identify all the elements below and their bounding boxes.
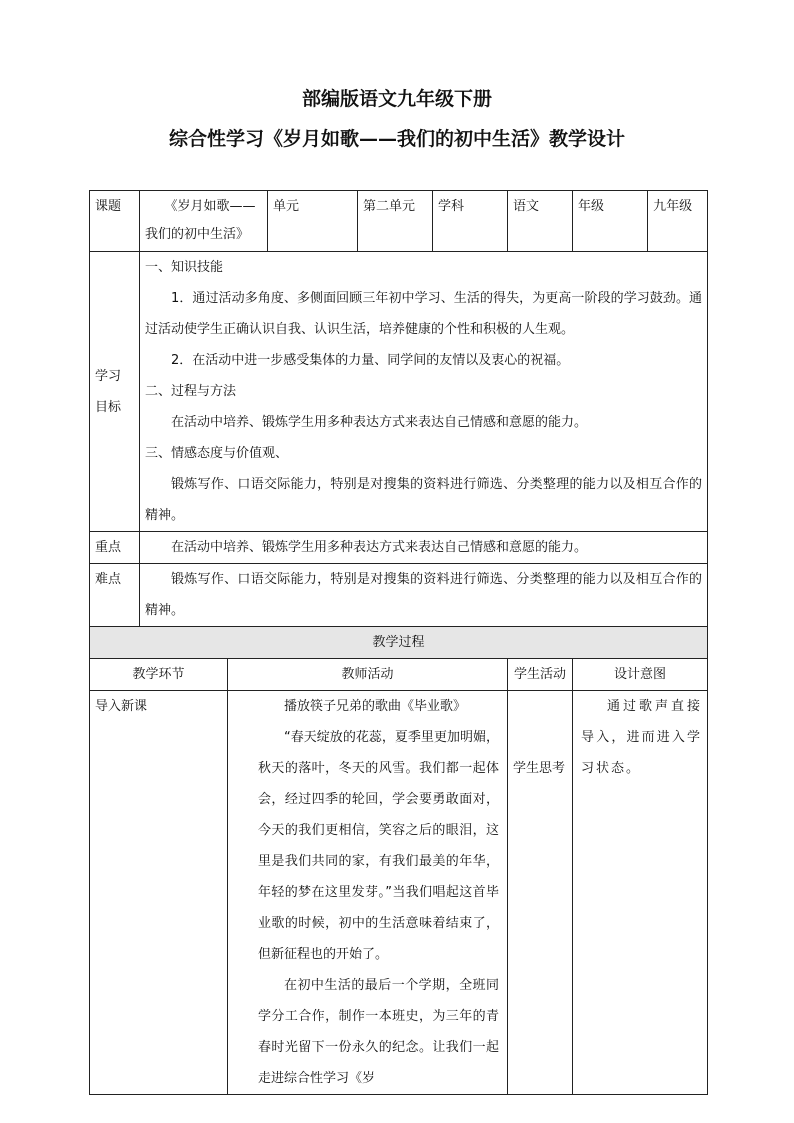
goals-heading-2: 二、过程与方法 xyxy=(145,384,237,399)
process-row-intro xyxy=(90,691,708,1095)
teacher-activity-p1: 播放筷子兄弟的歌曲《毕业歌》 xyxy=(284,699,467,714)
student-activity-cell: 学生思考 xyxy=(508,691,573,1095)
goals-paragraph-4: 锻炼写作、口语交际能力，特别是对搜集的资料进行筛选、分类整理的能力以及相互合作的精神。 xyxy=(145,477,703,523)
grade-label: 年级 xyxy=(573,191,648,252)
goals-label xyxy=(90,252,140,532)
unit-value: 第二单元 xyxy=(358,191,433,252)
difficulty-content xyxy=(140,564,708,627)
goals-heading-1: 一、知识技能 xyxy=(145,260,224,275)
difficulty-text: 锻炼写作、口语交际能力，特别是对搜集的资料进行筛选、分类整理的能力以及相互合作的精神。 xyxy=(145,572,703,618)
process-header-row xyxy=(90,659,708,691)
difficulty-label: 难点 xyxy=(90,564,140,627)
key-point-label: 重点 xyxy=(90,532,140,564)
col-stage-header: 教学环节 xyxy=(90,659,228,691)
grade-value: 九年级 xyxy=(648,191,708,252)
key-point-text: 在活动中培养、锻炼学生用多种表达方式来表达自己情感和意愿的能力。 xyxy=(171,540,588,555)
key-point-row xyxy=(90,532,708,564)
difficulty-row xyxy=(90,564,708,627)
col-student-header: 学生活动 xyxy=(508,659,573,691)
stage-cell: 导入新课 xyxy=(90,691,228,1095)
goals-content xyxy=(140,252,708,532)
process-title: 教学过程 xyxy=(90,627,708,659)
lesson-plan-table xyxy=(89,190,708,1095)
goals-label-line1: 学习 xyxy=(95,368,122,384)
document-title: 部编版语文九年级下册 xyxy=(301,88,492,110)
lesson-label: 课题 xyxy=(90,191,140,252)
col-teacher-header: 教师活动 xyxy=(228,659,508,691)
goals-heading-3: 三、情感态度与价值观、 xyxy=(145,446,289,461)
goals-row xyxy=(90,252,708,532)
teacher-activity-p2: “春天绽放的花蕊，夏季里更加明媚，秋天的落叶，冬天的风雪。我们都一起体会，经过四季的轮回，学会要勇敢面对，今天的我们更相信，笑容之后的眼泪，这里是我们共同的家，有我们最美的年华，年轻的梦在这里发芽。”当我们唱起这首毕业歌的时候，初中的生活意味着结束了，但新征程也的开始了。 xyxy=(258,730,500,962)
header-row xyxy=(90,191,708,252)
subject-label: 学科 xyxy=(433,191,508,252)
goals-paragraph-2: 2．在活动中进一步感受集体的力量、同学间的友情以及衷心的祝福。 xyxy=(171,353,570,368)
design-intent-cell xyxy=(573,691,708,1095)
key-point-content xyxy=(140,532,708,564)
goals-paragraph-1: 1．通过活动多角度、多侧面回顾三年初中学习、生活的得失，为更高一阶段的学习鼓劲。通过活动使学生正确认识自我、认识生活，培养健康的个性和积极的人生观。 xyxy=(145,291,703,337)
goals-label-line2: 目标 xyxy=(95,399,122,415)
document-subtitle: 综合性学习《岁月如歌——我们的初中生活》教学设计 xyxy=(168,128,625,150)
teacher-activity-p3: 在初中生活的最后一个学期，全班同学分工合作，制作一本班史，为三年的青春时光留下一份永久的纪念。让我们一起走进综合性学习《岁 xyxy=(258,978,500,1086)
subject-value: 语文 xyxy=(508,191,573,252)
design-intent-text: 通过歌声直接导入，进而进入学习状态。 xyxy=(581,699,703,776)
process-title-row xyxy=(90,627,708,659)
goals-paragraph-3: 在活动中培养、锻炼学生用多种表达方式来表达自己情感和意愿的能力。 xyxy=(171,415,588,430)
teacher-activity-cell xyxy=(228,691,508,1095)
unit-label: 单元 xyxy=(268,191,358,252)
col-intent-header: 设计意图 xyxy=(573,659,708,691)
lesson-value: 《岁月如歌——我们的初中生活》 xyxy=(140,191,268,252)
